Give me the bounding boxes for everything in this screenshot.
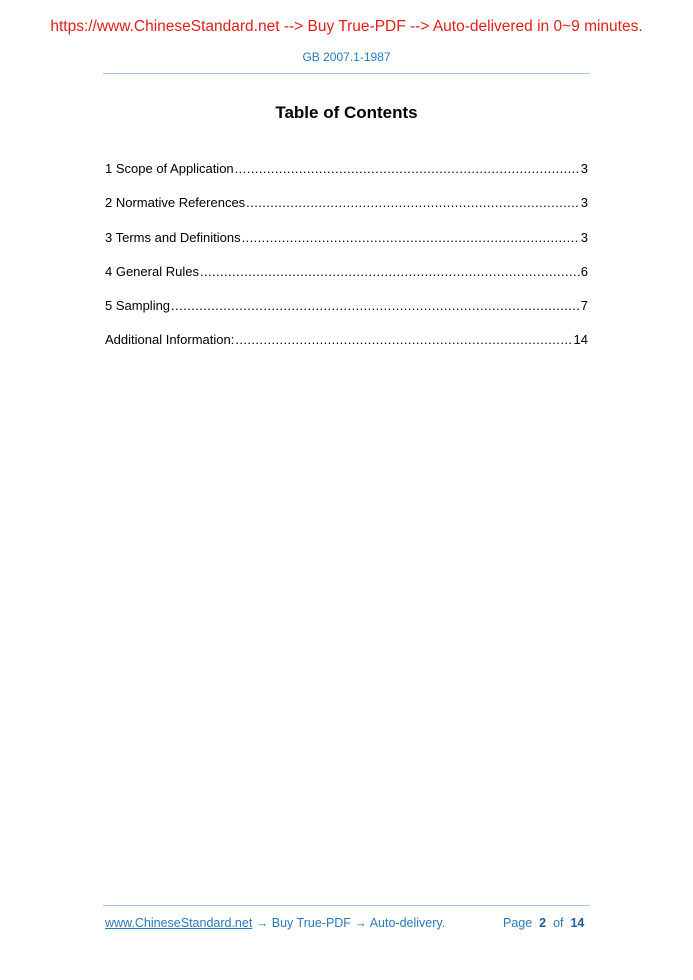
header-divider (103, 73, 590, 74)
toc-entry-scope[interactable] (105, 161, 588, 195)
promo-banner-link[interactable]: https://www.ChineseStandard.net --> Buy True-PDF --> Auto-delivered in 0~9 minutes. (50, 18, 643, 35)
toc-entry-terms-definitions[interactable] (105, 230, 588, 264)
toc-entry-page: 3 (580, 229, 588, 245)
toc-dot-leader (235, 161, 580, 176)
toc-title: Table of Contents (275, 103, 418, 122)
toc-dot-leader (171, 298, 580, 313)
toc-list (105, 161, 588, 367)
toc-entry-label: Additional Information: (105, 332, 235, 348)
toc-entry-page: 6 (580, 263, 588, 279)
toc-entry-label: 5 Sampling (105, 298, 171, 314)
current-page-number: 2 (539, 916, 547, 930)
toc-entry-sampling[interactable] (105, 298, 588, 332)
toc-entry-page: 3 (580, 161, 588, 176)
page-word: Page (503, 916, 533, 930)
total-pages-number: 14 (570, 916, 585, 930)
toc-dot-leader (200, 264, 580, 279)
footer-tagline: → Buy True-PDF → Auto-delivery. (252, 916, 446, 930)
toc-entry-page: 7 (580, 298, 588, 314)
toc-entry-label: 4 General Rules (105, 263, 199, 279)
toc-dot-leader (242, 230, 580, 245)
toc-dot-leader (235, 332, 572, 347)
toc-entry-page: 14 (573, 332, 588, 348)
of-word: of (553, 916, 564, 930)
toc-entry-label: 2 Normative References (105, 195, 246, 211)
document-id: GB 2007.1-1987 (302, 50, 391, 64)
toc-entry-additional-information[interactable] (105, 332, 588, 366)
toc-entry-page: 3 (580, 195, 588, 211)
toc-entry-label: 3 Terms and Definitions (105, 229, 241, 245)
toc-dot-leader (246, 195, 580, 210)
toc-entry-label: 1 Scope of Application (105, 161, 234, 176)
footer-divider (103, 905, 590, 906)
page-indicator (503, 916, 584, 930)
page-footer (105, 916, 585, 930)
toc-entry-normative-references[interactable] (105, 195, 588, 229)
footer-site-link[interactable]: www.ChineseStandard.net (105, 916, 253, 930)
toc-entry-general-rules[interactable] (105, 264, 588, 298)
